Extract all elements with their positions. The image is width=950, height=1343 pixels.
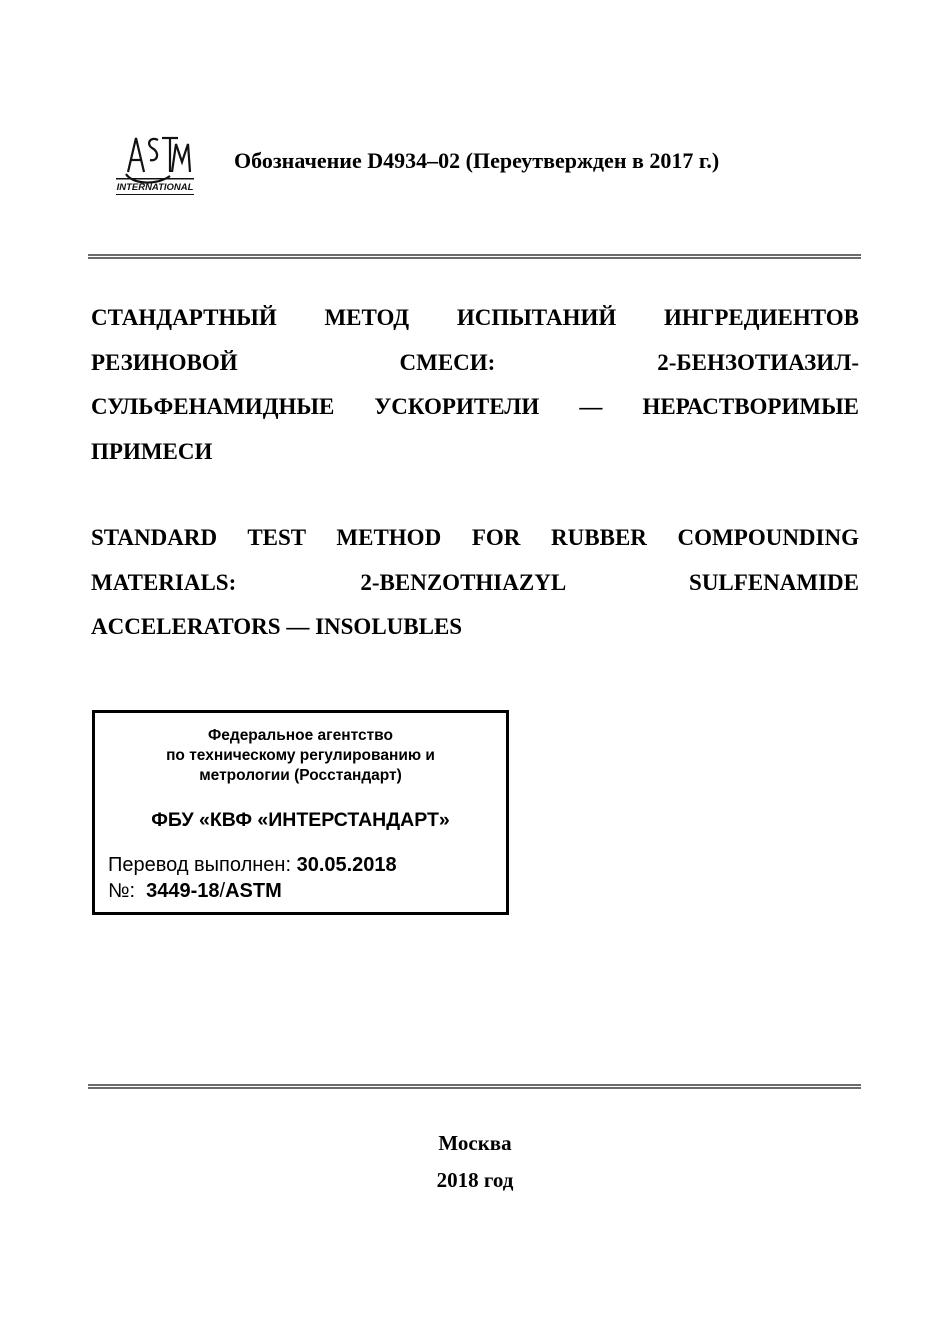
document-designation: Обозначение D4934–02 (Переутвержден в 2017 г.) bbox=[234, 148, 720, 173]
number-separator: / bbox=[219, 880, 226, 902]
organization-name: ФБУ «КВФ «ИНТЕРСТАНДАРТ» bbox=[151, 809, 450, 831]
number-value: 3449-18 bbox=[146, 880, 220, 902]
agency-line: метрологии (Росстандарт) bbox=[199, 767, 402, 784]
number-suffix: ASTM bbox=[225, 880, 282, 902]
title-ru-line: ПРИМЕСИ bbox=[91, 438, 213, 464]
title-russian bbox=[91, 296, 859, 474]
bottom-divider bbox=[88, 1084, 861, 1090]
logo-text: INTERNATIONAL bbox=[116, 182, 194, 193]
title-ru-line: СТАНДАРТНЫЙ МЕТОД ИСПЫТАНИЙ ИНГРЕДИЕНТОВ bbox=[91, 305, 859, 330]
title-en-line: ACCELERATORS — INSOLUBLES bbox=[91, 614, 463, 639]
number-label: №: bbox=[108, 880, 147, 902]
title-ru-line: РЕЗИНОВОЙ СМЕСИ: 2-БЕНЗОТИАЗИЛ- bbox=[91, 349, 859, 375]
title-en-line: STANDARD TEST METHOD FOR RUBBER COMPOUNDING bbox=[91, 525, 859, 550]
translated-label: Перевод выполнен: bbox=[108, 854, 297, 876]
title-english bbox=[91, 516, 859, 650]
astm-logo-icon bbox=[112, 128, 198, 200]
top-divider bbox=[88, 254, 861, 260]
agency-line: Федеральное агентство bbox=[208, 727, 393, 744]
translation-info bbox=[108, 852, 397, 904]
translation-stamp bbox=[92, 710, 509, 915]
publication-year: 2018 год bbox=[436, 1168, 514, 1192]
agency-line: по техническому регулированию и bbox=[166, 747, 435, 764]
translated-date: 30.05.2018 bbox=[296, 854, 397, 876]
agency-name bbox=[95, 726, 506, 786]
title-ru-line: СУЛЬФЕНАМИДНЫЕ УСКОРИТЕЛИ — НЕРАСТВОРИМЫЕ bbox=[91, 394, 859, 419]
publication-city: Москва bbox=[438, 1131, 512, 1155]
title-en-line: MATERIALS: 2-BENZOTHIAZYL SULFENAMIDE bbox=[91, 569, 859, 595]
